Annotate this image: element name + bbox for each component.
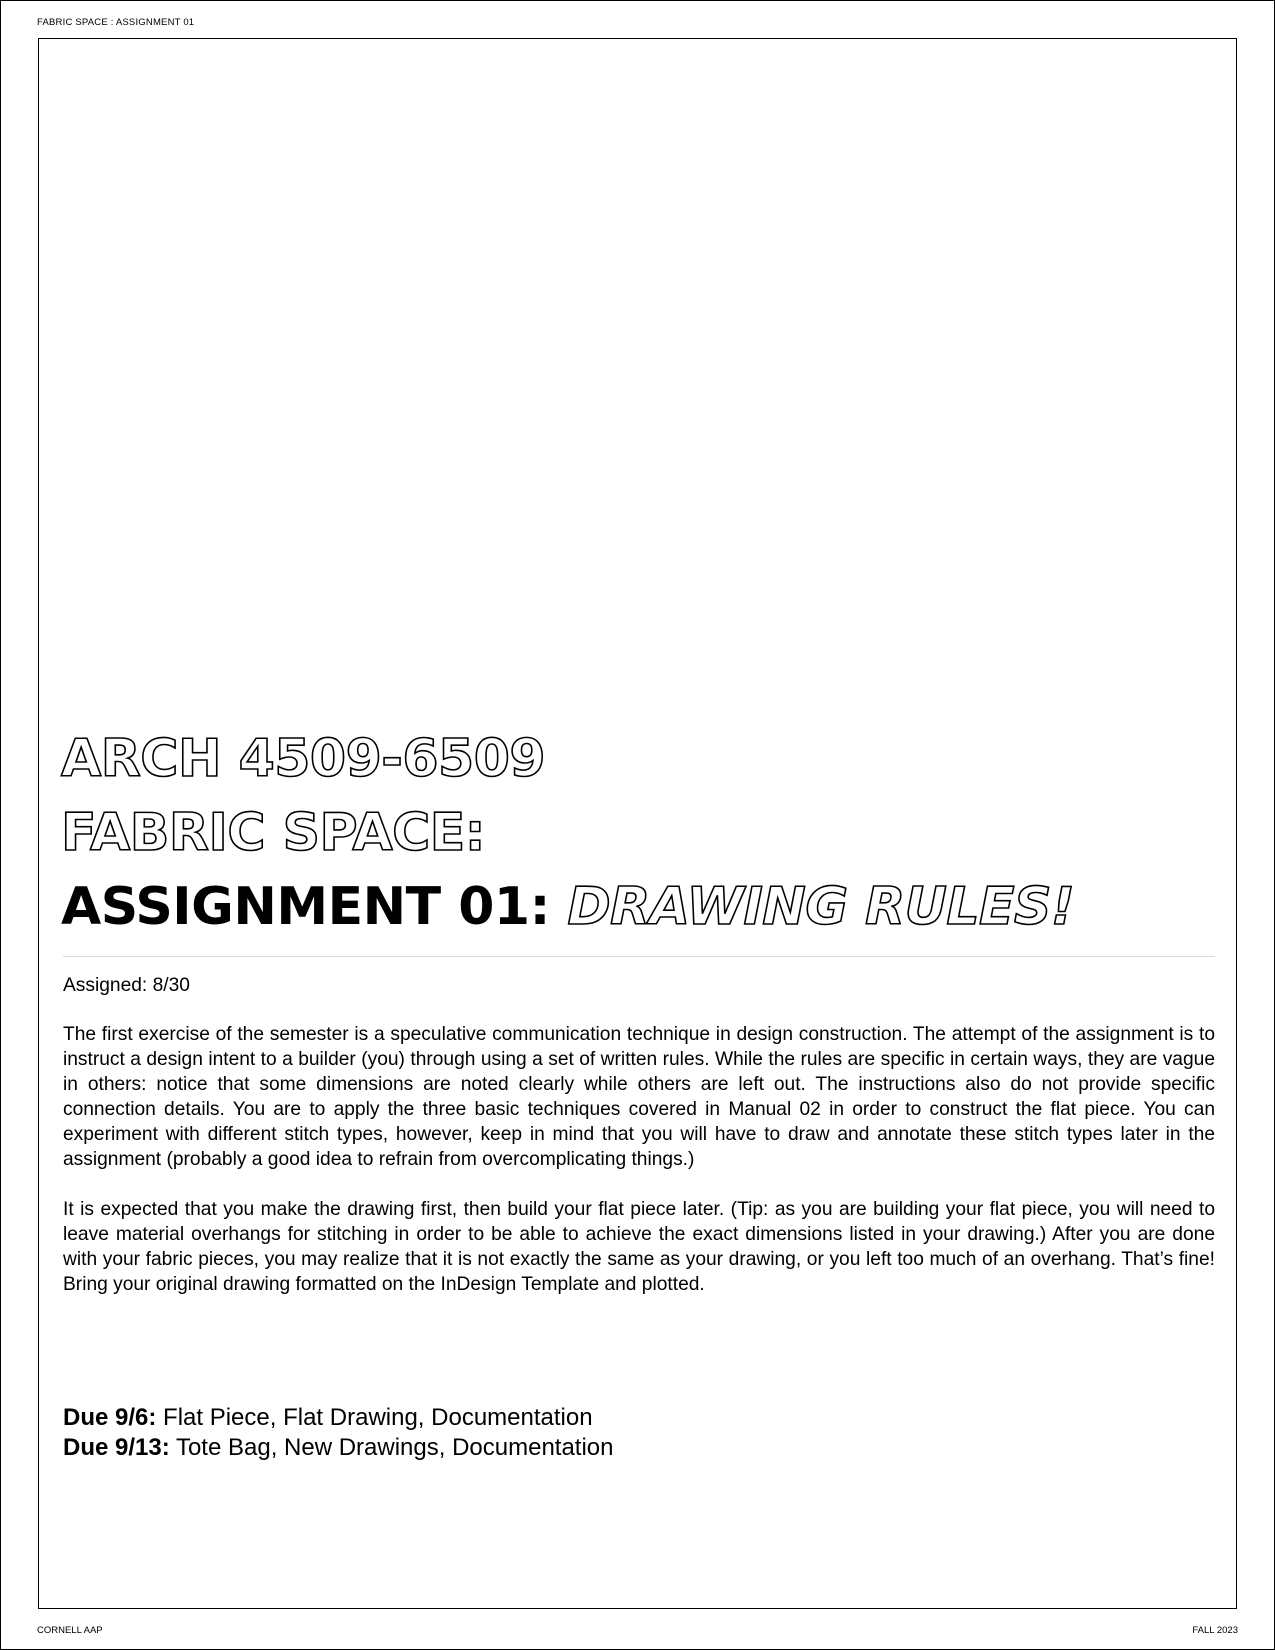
course-name-title: FABRIC SPACE: [61, 803, 486, 863]
footer-school: CORNELL AAP [37, 1625, 103, 1636]
body-paragraph-1: The first exercise of the semester is a speculative communication technique in design construction. The attempt of the assignment is to instruct a design intent to a builder (you) through using a set of written rules. While the rules are specific in certain ways, they are vague in others: notice that some dimensions are noted clearly while others are left out. The instructions also do not provide specific connection details. You are to apply the three basic techniques covered in Manual 02 in order to construct the flat piece. You can experiment with different stitch types, however, keep in mind that you will have to draw and annotate these stitch types later in the assignment (probably a good idea to refrain from overcomplicating things.) [63, 1024, 1215, 1170]
due-items: Flat Piece, Flat Drawing, Documentation [156, 1404, 593, 1431]
assigned-date: Assigned: 8/30 [63, 975, 190, 996]
assignment-subtitle: DRAWING RULES! [567, 877, 1075, 937]
title-block [61, 722, 1221, 944]
due-line [63, 1403, 614, 1433]
due-label: Due 9/6: [63, 1404, 157, 1431]
due-label: Due 9/13: [63, 1434, 170, 1461]
footer-term: FALL 2023 [1192, 1625, 1238, 1636]
running-header: FABRIC SPACE : ASSIGNMENT 01 [37, 17, 195, 28]
body-paragraph-2: It is expected that you make the drawing first, then build your flat piece later. (Tip: as you are building your flat piece, you will need to leave material overhangs for stitching in order to be able to achieve the exact dimensions listed in your drawing.) After you are done with your fabric pieces, you may realize that it is not exactly the same as your drawing, or you left too much of an overhang. That’s fine! Bring your original drawing formatted on the InDesign Template and plotted. [63, 1199, 1215, 1295]
assignment-title [61, 870, 1221, 944]
due-line [63, 1433, 614, 1463]
assignment-number: ASSIGNMENT 01: [61, 877, 550, 937]
title-divider [63, 956, 1215, 957]
due-items: Tote Bag, New Drawings, Documentation [169, 1434, 614, 1461]
assignment-body [63, 973, 1215, 1322]
course-number-title: ARCH 4509-6509 [61, 729, 546, 789]
due-dates [63, 1403, 614, 1463]
